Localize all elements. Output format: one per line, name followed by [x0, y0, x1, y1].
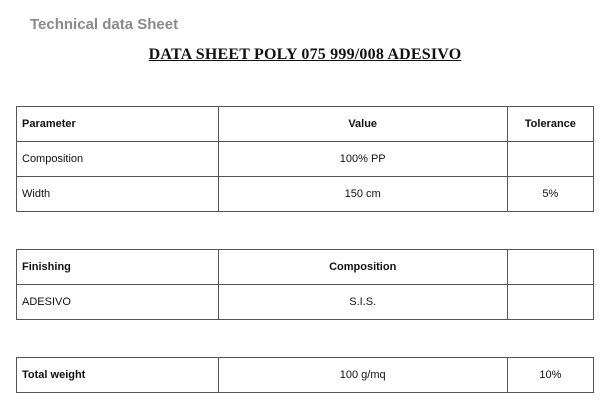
weight-table — [16, 357, 594, 393]
cell-composition: S.I.S. — [218, 285, 507, 320]
cell-empty — [507, 285, 593, 320]
document-title: DATA SHEET POLY 075 999/008 ADESIVO — [148, 46, 462, 63]
finishing-table — [16, 249, 594, 320]
header-empty — [507, 250, 593, 285]
table-row — [17, 177, 594, 212]
header-tolerance: Tolerance — [507, 107, 593, 142]
cell-parameter: Width — [17, 177, 219, 212]
cell-total-weight-value: 100 g/mq — [218, 358, 507, 393]
cell-value: 100% PP — [218, 142, 507, 177]
cell-total-weight-label: Total weight — [17, 358, 219, 393]
cell-parameter: Composition — [17, 142, 219, 177]
cell-value: 150 cm — [218, 177, 507, 212]
cell-tolerance: 5% — [507, 177, 593, 212]
header-composition: Composition — [218, 250, 507, 285]
table-row — [17, 285, 594, 320]
header-parameter: Parameter — [17, 107, 219, 142]
parameters-table — [16, 106, 594, 212]
table-row — [17, 358, 594, 393]
header-finishing: Finishing — [17, 250, 219, 285]
header-value: Value — [218, 107, 507, 142]
cell-total-weight-tolerance: 10% — [507, 358, 593, 393]
cell-tolerance — [507, 142, 593, 177]
page-header-label: Technical data Sheet — [30, 16, 179, 33]
table-header-row — [17, 250, 594, 285]
table-row — [17, 142, 594, 177]
cell-finishing: ADESIVO — [17, 285, 219, 320]
table-header-row — [17, 107, 594, 142]
